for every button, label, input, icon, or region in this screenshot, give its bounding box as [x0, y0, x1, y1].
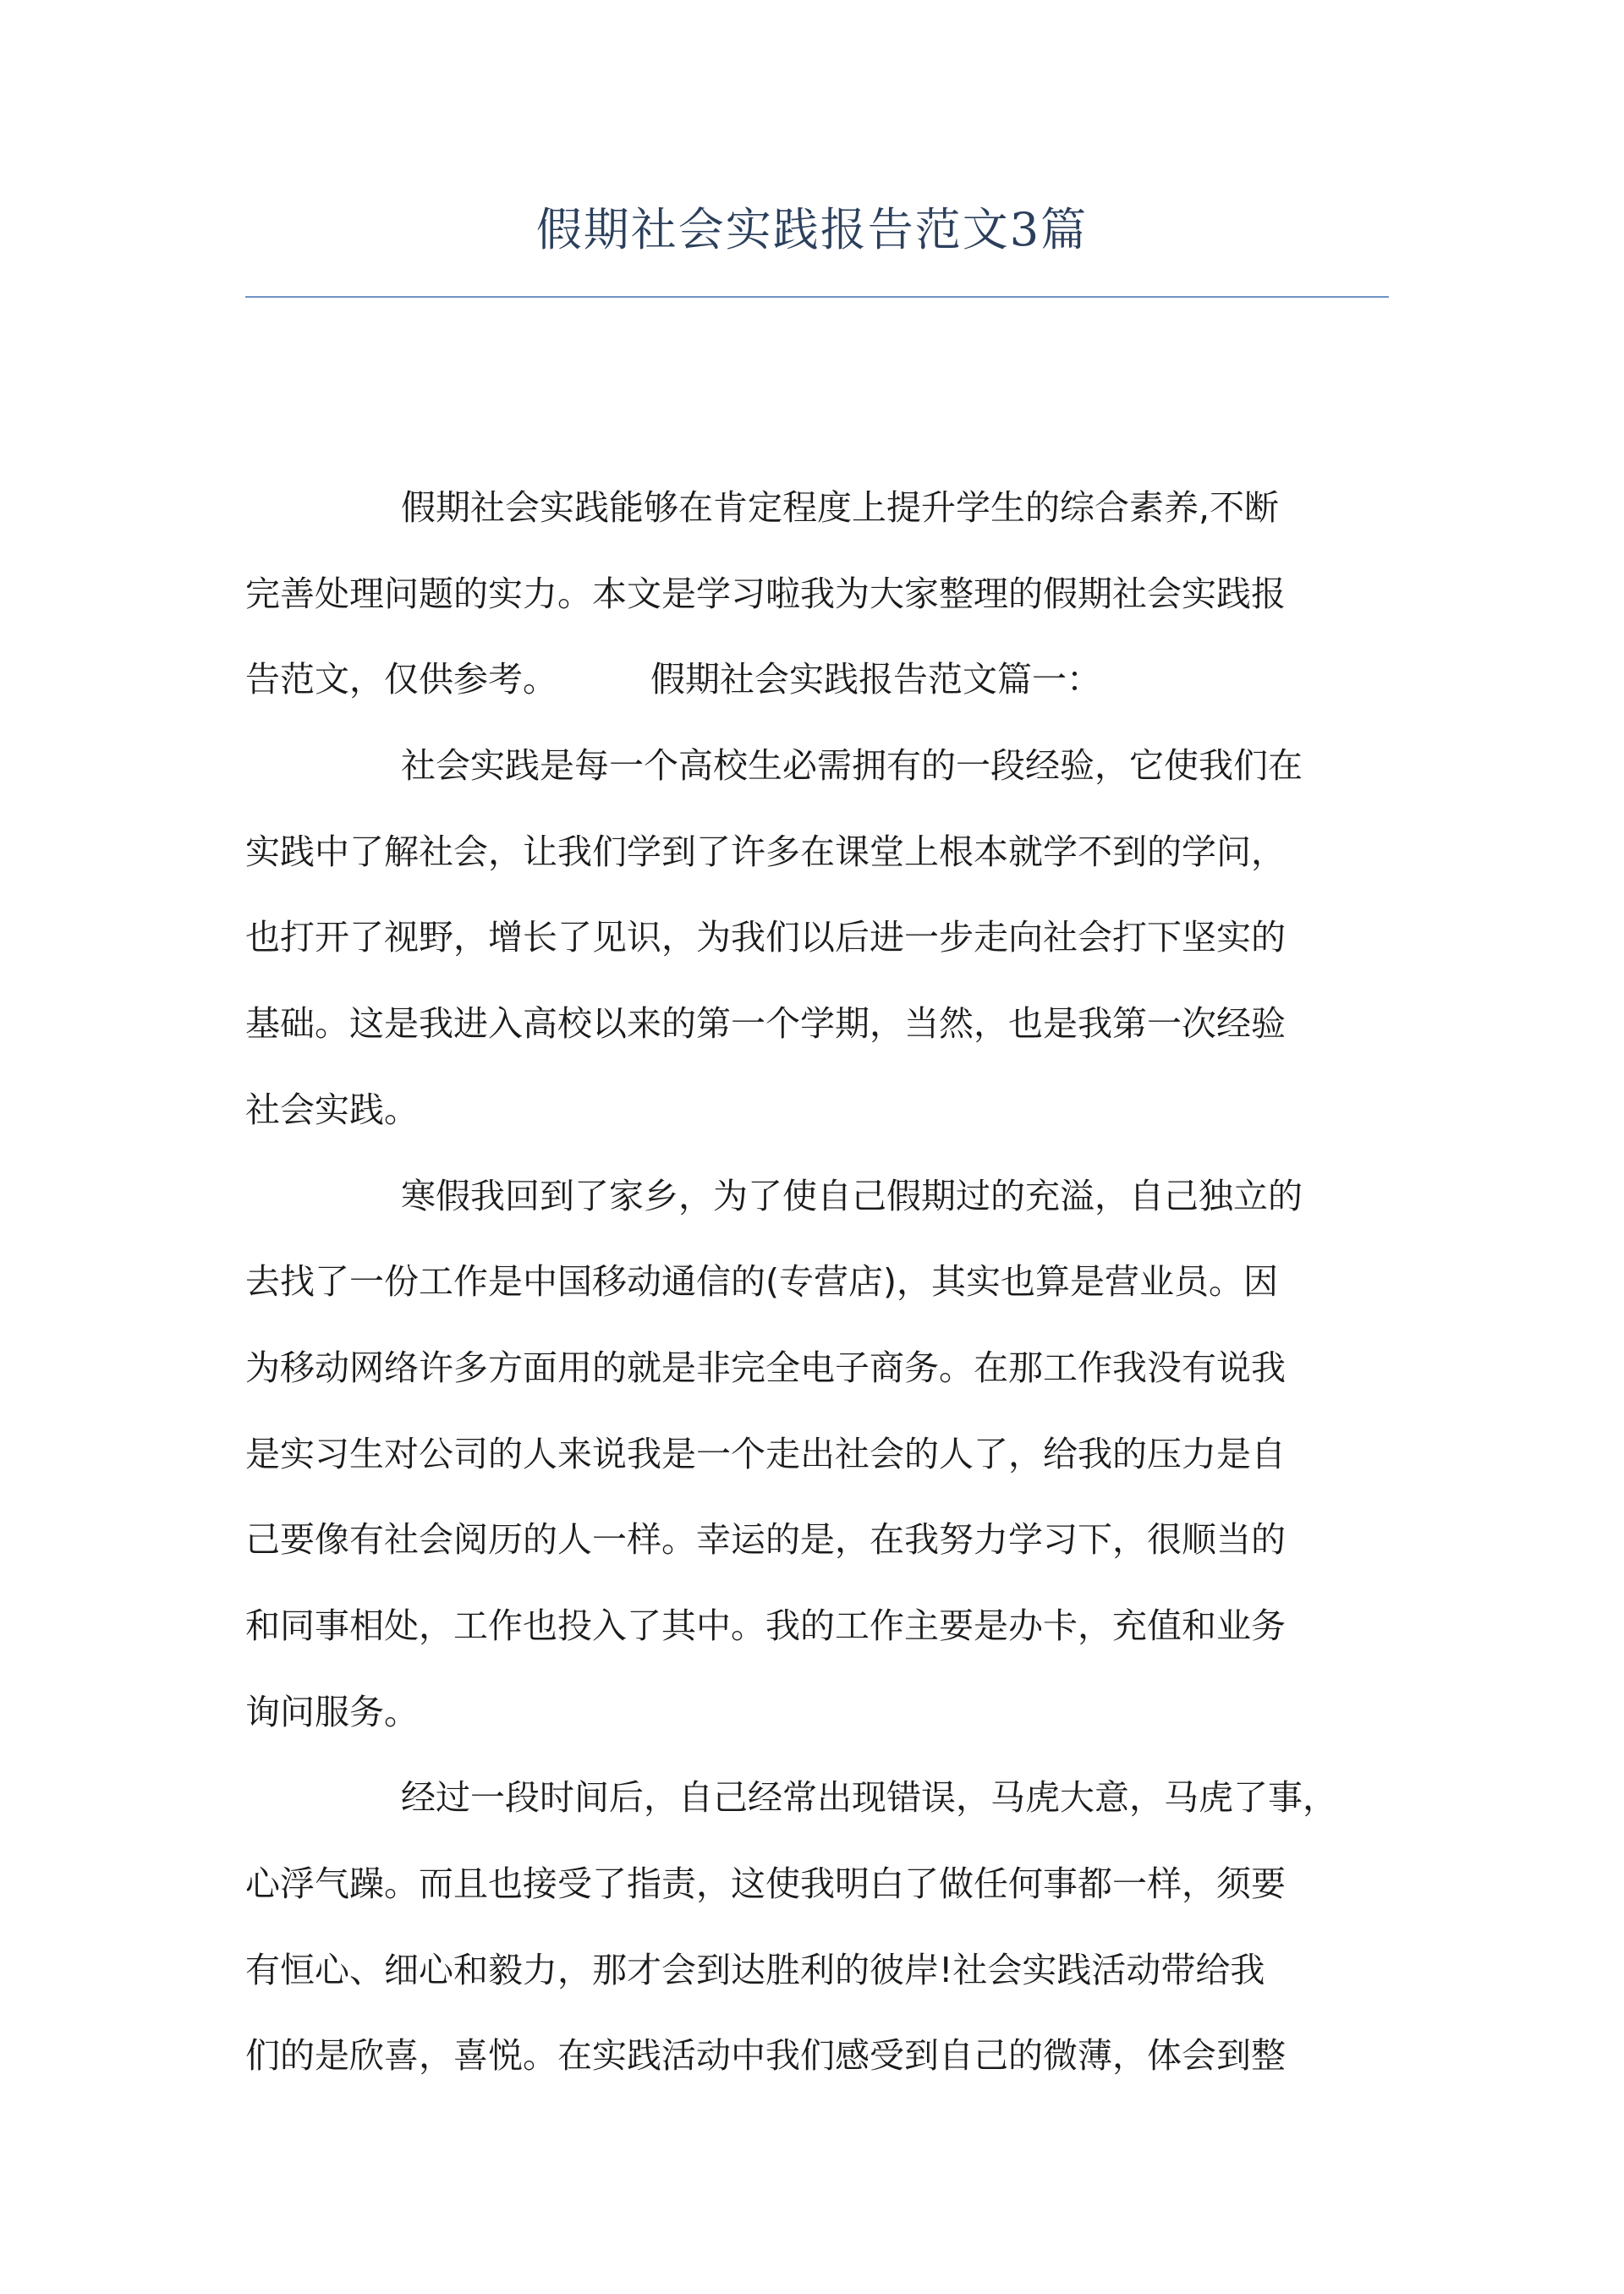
paragraph-line: 社会实践是每一个高校生必需拥有的一段经验，它使我们在: [401, 745, 1303, 787]
paragraph-line: 是实习生对公司的人来说我是一个走出社会的人了，给我的压力是自: [245, 1433, 1286, 1474]
document-body: [245, 482, 1389, 2116]
paragraph-line: 寒假我回到了家乡，为了使自己假期过的充溢，自己独立的: [401, 1175, 1303, 1216]
paragraph-line: 也打开了视野，增长了见识，为我们以后进一步走向社会打下坚实的: [245, 917, 1286, 958]
paragraph-line: 去找了一份工作是中国移动通信的(专营店)，其实也算是营业员。因: [245, 1261, 1278, 1303]
paragraph-line: 己要像有社会阅历的人一样。幸运的是，在我努力学习下，很顺当的: [245, 1519, 1286, 1561]
paragraph-line: 基础。这是我进入高校以来的第一个学期，当然，也是我第一次经验: [245, 1003, 1286, 1045]
paragraph-line: 为移动网络许多方面用的就是非完全电子商务。在那工作我没有说我: [245, 1347, 1286, 1388]
document-title: 假期社会实践报告范文3篇: [535, 203, 1089, 256]
paragraph-line: [245, 654, 1389, 740]
paragraph-line: 们的是欣喜，喜悦。在实践活动中我们感受到自己的微薄，体会到整: [245, 2035, 1286, 2077]
paragraph-line: 实践中了解社会，让我们学到了许多在课堂上根本就学不到的学问，: [245, 831, 1286, 872]
paragraph-line: 有恒心、细心和毅力，那才会到达胜利的彼岸!社会实践活动带给我: [245, 1949, 1265, 1990]
paragraph-line: 经过一段时间后，自己经常出现错误，马虎大意，马虎了事，: [401, 1777, 1337, 1819]
title-underline: [245, 296, 1389, 298]
paragraph-line: 心浮气躁。而且也接受了指责，这使我明白了做任何事都一样，须要: [245, 1863, 1286, 1904]
paragraph-line: 假期社会实践能够在肯定程度上提升学生的综合素养,不断: [401, 487, 1280, 528]
section-heading: 假期社会实践报告范文篇一：: [650, 659, 1101, 700]
paragraph-line: 完善处理问题的实力。本文是学习啦我为大家整理的假期社会实践报: [245, 573, 1286, 614]
paragraph-line: 和同事相处，工作也投入了其中。我的工作主要是办卡，充值和业务: [245, 1605, 1286, 1646]
paragraph-line-text: 告范文，仅供参考。: [245, 659, 557, 700]
paragraph-line: 社会实践。: [245, 1089, 419, 1130]
paragraph-line: 询问服务。: [245, 1691, 419, 1732]
